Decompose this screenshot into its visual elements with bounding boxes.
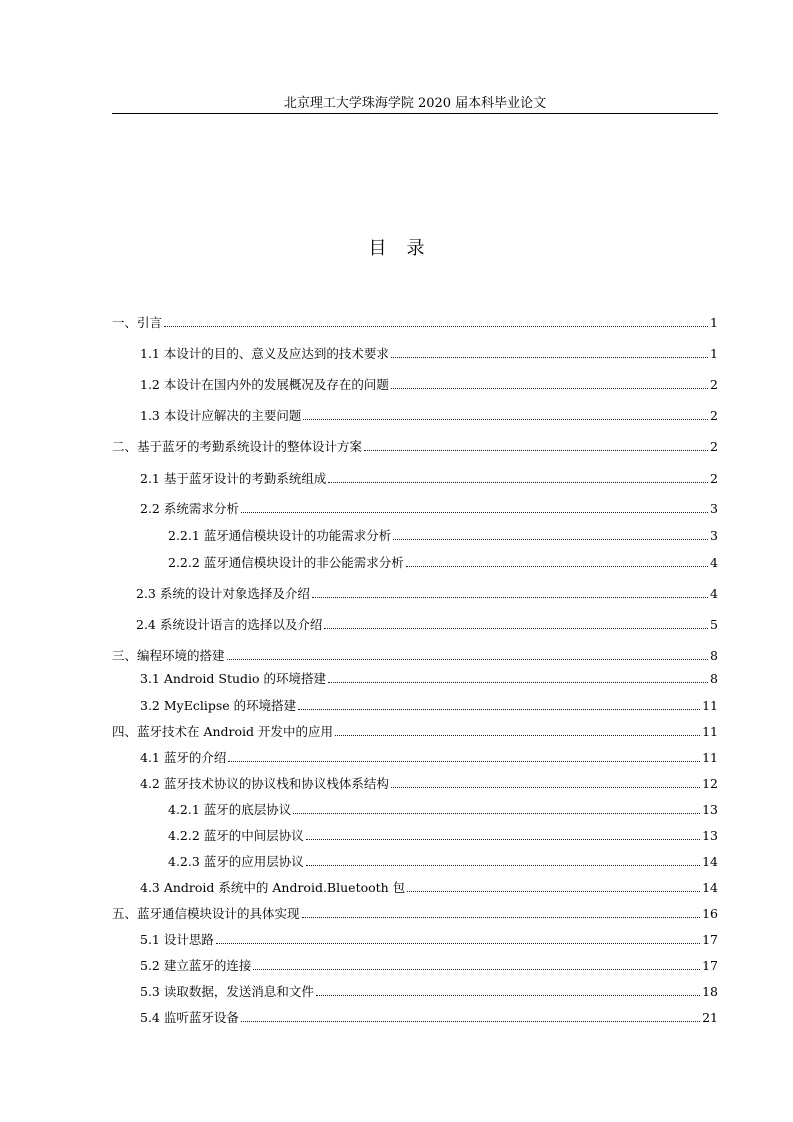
toc-entry[interactable] (140, 775, 718, 793)
toc-entry-label: 3.1 Android Studio 的环境搭建 (140, 671, 327, 686)
toc-leader (335, 735, 700, 736)
toc-leader (407, 891, 700, 892)
toc-entry-page: 11 (702, 724, 718, 739)
toc-entry[interactable] (140, 957, 718, 975)
toc-entry-page: 5 (710, 617, 718, 632)
toc-entry-page: 13 (702, 828, 718, 843)
toc-entry[interactable] (140, 1009, 718, 1027)
toc-entry-page: 17 (702, 958, 718, 973)
toc-leader (293, 813, 700, 814)
toc-entry[interactable] (140, 931, 718, 949)
toc-entry-page: 2 (710, 408, 718, 423)
toc-leader (216, 943, 700, 944)
toc-entry-label: 4.2 蓝牙技术协议的协议栈和协议栈体系结构 (140, 776, 389, 791)
toc-entry[interactable] (112, 438, 718, 456)
toc-entry-label: 2.2 系统需求分析 (140, 501, 239, 516)
toc-entry-page: 4 (710, 555, 718, 570)
toc-entry-page: 1 (710, 346, 718, 361)
toc-entry[interactable] (140, 407, 718, 425)
toc-entry[interactable] (112, 314, 718, 332)
toc-entry-label: 4.1 蓝牙的介绍 (140, 750, 227, 765)
toc-entry-page: 14 (702, 854, 718, 869)
toc-entry-page: 4 (710, 586, 718, 601)
toc-entry[interactable] (112, 647, 718, 665)
toc-entry-page: 14 (702, 880, 718, 895)
toc-entry-page: 11 (702, 750, 718, 765)
toc-leader (228, 761, 700, 762)
toc-entry-label: 4.3 Android 系统中的 Android.Bluetooth 包 (140, 880, 406, 895)
toc-entry-label: 2.2.2 蓝牙通信模块设计的非公能需求分析 (168, 555, 404, 570)
toc-entry[interactable] (140, 879, 718, 897)
toc-entry-label: 4.2.3 蓝牙的应用层协议 (168, 854, 304, 869)
toc-entry[interactable] (140, 697, 718, 715)
toc-entry-label: 四、蓝牙技术在 Android 开发中的应用 (112, 724, 334, 739)
toc-entry-page: 8 (710, 671, 718, 686)
toc-entry-page: 2 (710, 471, 718, 486)
toc-entry[interactable] (136, 616, 718, 634)
toc-entry[interactable] (140, 470, 718, 488)
toc-entry[interactable] (168, 554, 718, 572)
toc-entry-page: 21 (702, 1010, 718, 1025)
header-text: 北京理工大学珠海学院 2020 届本科毕业论文 (283, 96, 547, 111)
toc-entry-label: 4.2.1 蓝牙的底层协议 (168, 802, 292, 817)
toc-entry[interactable] (112, 905, 718, 923)
toc-entry[interactable] (140, 500, 718, 518)
toc-leader (324, 628, 708, 629)
toc-entry-page: 3 (710, 528, 718, 543)
toc-leader (364, 450, 708, 451)
toc-leader (241, 512, 708, 513)
page-title: 目录 (368, 238, 445, 259)
toc-entry[interactable] (168, 527, 718, 545)
toc-entry-label: 5.3 读取数据，发送消息和文件 (140, 984, 314, 999)
toc-entry[interactable] (140, 670, 718, 688)
toc-leader (328, 682, 708, 683)
toc-entry[interactable] (136, 585, 718, 603)
toc-entry-label: 5.4 监听蓝牙设备 (140, 1010, 239, 1025)
toc-entry-page: 16 (702, 906, 718, 921)
toc-entry[interactable] (168, 801, 718, 819)
toc-leader (391, 357, 708, 358)
toc-entry-label: 1.3 本设计应解决的主要问题 (140, 408, 302, 423)
toc-leader (391, 388, 708, 389)
toc-entry[interactable] (140, 376, 718, 394)
toc-entry-label: 5.1 设计思路 (140, 932, 214, 947)
toc-leader (312, 597, 708, 598)
toc-leader (393, 539, 708, 540)
toc-leader (316, 995, 700, 996)
toc-leader (328, 482, 708, 483)
toc-entry-label: 2.4 系统设计语言的选择以及介绍 (136, 617, 323, 632)
toc-entry-label: 五、蓝牙通信模块设计的具体实现 (112, 906, 300, 921)
toc-leader (227, 659, 709, 660)
toc-leader (253, 969, 700, 970)
toc-entry-label: 5.2 建立蓝牙的连接 (140, 958, 252, 973)
toc-entry-page: 2 (710, 377, 718, 392)
toc-entry[interactable] (140, 345, 718, 363)
toc-entry[interactable] (140, 983, 718, 1001)
toc-leader (391, 787, 700, 788)
toc-leader (306, 865, 700, 866)
toc-leader (406, 566, 708, 567)
toc-entry-page: 17 (702, 932, 718, 947)
toc-leader (302, 917, 701, 918)
toc-entry[interactable] (140, 749, 718, 767)
toc-leader (306, 839, 700, 840)
toc-leader (298, 709, 700, 710)
toc-entry-label: 2.3 系统的设计对象选择及介绍 (136, 586, 310, 601)
toc-entry-label: 1.2 本设计在国内外的发展概况及存在的问题 (140, 377, 389, 392)
toc-entry-page: 13 (702, 802, 718, 817)
toc-entry-page: 8 (710, 648, 718, 663)
toc-entry-page: 3 (710, 501, 718, 516)
toc-entry[interactable] (168, 827, 718, 845)
toc-entry-label: 1.1 本设计的目的、意义及应达到的技术要求 (140, 346, 389, 361)
toc-entry-label: 2.1 基于蓝牙设计的考勤系统组成 (140, 471, 327, 486)
toc-leader (303, 419, 708, 420)
toc-entry-page: 12 (702, 776, 718, 791)
toc-leader (164, 326, 708, 327)
toc-entry-label: 一、引言 (112, 315, 163, 330)
toc-leader (241, 1021, 700, 1022)
toc-entry-label: 4.2.2 蓝牙的中间层协议 (168, 828, 304, 843)
toc-entry-page: 2 (710, 439, 718, 454)
toc-entry-label: 3.2 MyEclipse 的环境搭建 (140, 698, 297, 713)
toc-entry-page: 1 (710, 315, 718, 330)
toc-entry-label: 三、编程环境的搭建 (112, 648, 225, 663)
toc-entry[interactable] (112, 723, 718, 741)
toc-entry-page: 18 (702, 984, 718, 999)
toc-entry-page: 11 (702, 698, 718, 713)
toc-entry-label: 二、基于蓝牙的考勤系统设计的整体设计方案 (112, 439, 363, 454)
toc-entry[interactable] (168, 853, 718, 871)
toc-entry-label: 2.2.1 蓝牙通信模块设计的功能需求分析 (168, 528, 392, 543)
